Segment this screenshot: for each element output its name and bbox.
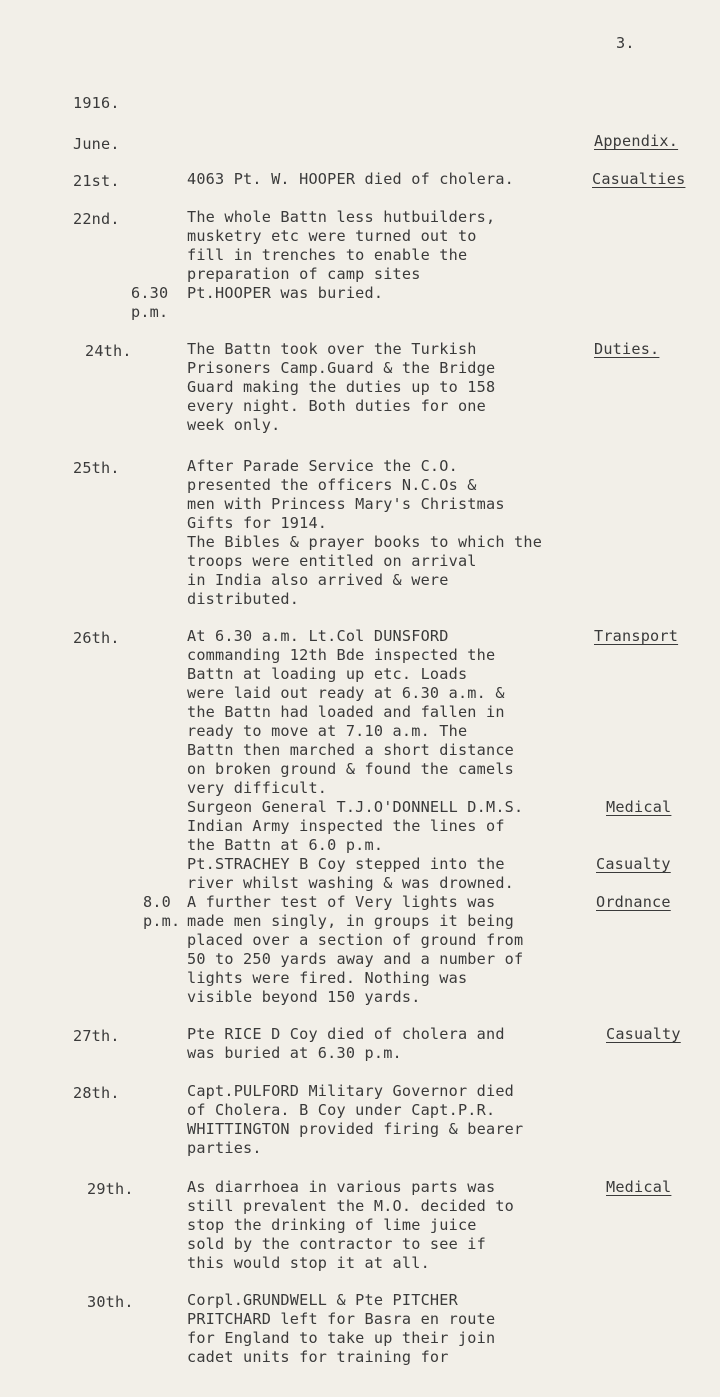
entry-line: was buried at 6.30 p.m. [187, 1044, 402, 1062]
entry-line: cadet units for training for [187, 1348, 449, 1366]
entry-line: 4063 Pt. W. HOOPER died of cholera. [187, 170, 515, 188]
entry-date: 24th. [85, 342, 132, 360]
entry-line: After Parade Service the C.O. [187, 457, 458, 475]
entry-line: 50 to 250 yards away and a number of [187, 950, 524, 968]
entry-line: men with Princess Mary's Christmas [187, 495, 505, 513]
entry-line: very difficult. [187, 779, 328, 797]
entry-date: 28th. [73, 1084, 120, 1102]
appendix-note: Casualty [606, 1025, 681, 1043]
entry-line: every night. Both duties for one [187, 397, 486, 415]
entry-line: visible beyond 150 yards. [187, 988, 421, 1006]
entry-line: As diarrhoea in various parts was [187, 1178, 496, 1196]
entry-line: The Bibles & prayer books to which the [187, 533, 543, 551]
appendix-note: Ordnance [596, 893, 671, 911]
entry-line: parties. [187, 1139, 262, 1157]
entry-date: 29th. [87, 1180, 134, 1198]
entry-line: Battn at loading up etc. Loads [187, 665, 468, 683]
entry-line: this would stop it at all. [187, 1254, 430, 1272]
entry-line: preparation of camp sites [187, 265, 421, 283]
entry-line: At 6.30 a.m. Lt.Col DUNSFORD [187, 627, 449, 645]
entry-line: WHITTINGTON provided firing & bearer [187, 1120, 524, 1138]
month-heading: June. [73, 135, 120, 153]
page-number: 3. [616, 34, 635, 52]
entry-time: 6.30 p.m. [131, 284, 169, 322]
entry-line: Pt.HOOPER was buried. [187, 284, 384, 302]
entry-line: the Battn at 6.0 p.m. [187, 836, 384, 854]
entry-line: Capt.PULFORD Military Governor died [187, 1082, 515, 1100]
entry-line: fill in trenches to enable the [187, 246, 468, 264]
entry-line: PRITCHARD left for Basra en route [187, 1310, 496, 1328]
entry-line: of Cholera. B Coy under Capt.P.R. [187, 1101, 496, 1119]
entry-line: river whilst washing & was drowned. [187, 874, 515, 892]
entry-line: Pt.STRACHEY B Coy stepped into the [187, 855, 505, 873]
entry-line: week only. [187, 416, 281, 434]
entry-line: Gifts for 1914. [187, 514, 328, 532]
entry-line: musketry etc were turned out to [187, 227, 477, 245]
year-heading: 1916. [73, 94, 120, 112]
appendix-note: Casualty [596, 855, 671, 873]
appendix-note: Duties. [594, 340, 660, 358]
entry-line: lights were fired. Nothing was [187, 969, 468, 987]
entry-date: 25th. [73, 459, 120, 477]
entry-line: placed over a section of ground from [187, 931, 524, 949]
entry-line: troops were entitled on arrival [187, 552, 477, 570]
entry-line: still prevalent the M.O. decided to [187, 1197, 515, 1215]
entry-date: 27th. [73, 1027, 120, 1045]
appendix-note: Casualties [592, 170, 686, 188]
entry-line: The whole Battn less hutbuilders, [187, 208, 496, 226]
entry-line: Indian Army inspected the lines of [187, 817, 505, 835]
entry-time: 8.0 p.m. [143, 893, 181, 931]
entry-line: The Battn took over the Turkish [187, 340, 477, 358]
entry-line: Guard making the duties up to 158 [187, 378, 496, 396]
entry-line: Corpl.GRUNDWELL & Pte PITCHER [187, 1291, 458, 1309]
entry-line: Prisoners Camp.Guard & the Bridge [187, 359, 496, 377]
entry-line: on broken ground & found the camels [187, 760, 515, 778]
entry-line: in India also arrived & were [187, 571, 449, 589]
entry-line: ready to move at 7.10 a.m. The [187, 722, 468, 740]
entry-line: presented the officers N.C.Os & [187, 476, 477, 494]
entry-date: 26th. [73, 629, 120, 647]
entry-line: commanding 12th Bde inspected the [187, 646, 496, 664]
entry-date: 22nd. [73, 210, 120, 228]
entry-date: 30th. [87, 1293, 134, 1311]
entry-line: made men singly, in groups it being [187, 912, 515, 930]
appendix-note: Transport [594, 627, 679, 645]
appendix-header: Appendix. [594, 132, 679, 150]
entry-line: for England to take up their join [187, 1329, 496, 1347]
entry-line: sold by the contractor to see if [187, 1235, 486, 1253]
entry-date: 21st. [73, 172, 120, 190]
entry-line: stop the drinking of lime juice [187, 1216, 477, 1234]
entry-line: Pte RICE D Coy died of cholera and [187, 1025, 505, 1043]
entry-line: Battn then marched a short distance [187, 741, 515, 759]
entry-line: were laid out ready at 6.30 a.m. & [187, 684, 505, 702]
entry-line: A further test of Very lights was [187, 893, 496, 911]
appendix-note: Medical [606, 1178, 672, 1196]
entry-line: distributed. [187, 590, 300, 608]
entry-line: the Battn had loaded and fallen in [187, 703, 505, 721]
appendix-note: Medical [606, 798, 672, 816]
entry-line: Surgeon General T.J.O'DONNELL D.M.S. [187, 798, 524, 816]
